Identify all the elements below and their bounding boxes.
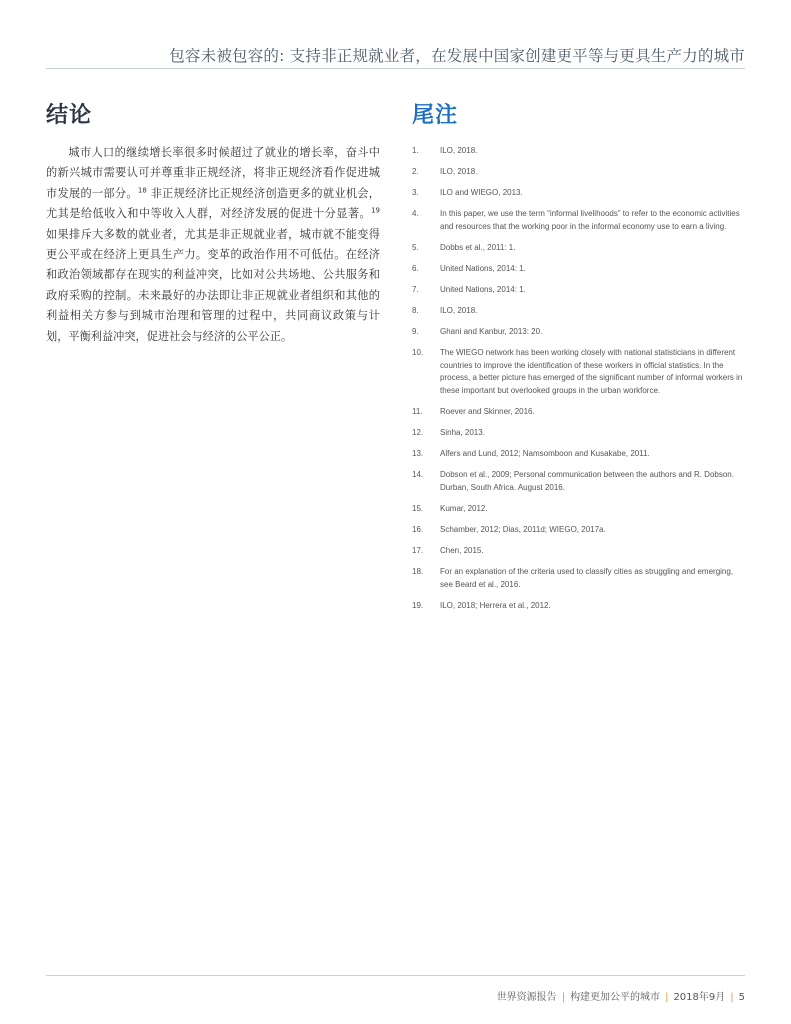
endnote-item — [412, 242, 748, 255]
endnote-item — [412, 566, 748, 591]
running-header-title: 包容未被包容的: 支持非正规就业者，在发展中国家创建更平等与更具生产力的城市 — [169, 47, 745, 65]
endnote-text: ILO, 2018. — [440, 306, 478, 316]
endnote-text: United Nations, 2014: 1. — [440, 263, 526, 273]
endnotes-list — [412, 145, 748, 612]
endnote-text: Ghani and Kanbur, 2013: 20. — [440, 327, 543, 337]
paragraph-text-run: 非正规经济比正规经济创造更多的就业机会，尤其是给低收入和中等收入人群，对经济发展的促进十分显著。 — [46, 186, 380, 221]
endnote-text: In this paper, we use the term “informal livelihoods” to refer to the economic activities and resources that the working poor in the informal economy use to earn a living. — [440, 209, 740, 231]
endnote-item — [412, 347, 748, 397]
endnote-item — [412, 545, 748, 558]
endnote-number: 17. — [412, 546, 424, 555]
endnote-text: Sinha, 2013. — [440, 428, 485, 438]
footer-report-name: 世界资源报告 — [496, 992, 557, 1003]
endnote-number: 3. — [412, 188, 419, 198]
endnote-item — [412, 208, 748, 233]
endnote-number: 14. — [412, 470, 424, 480]
endnote-item — [412, 263, 748, 276]
page-number: 5 — [738, 992, 745, 1003]
footer-separator: | — [730, 992, 734, 1003]
endnote-item — [412, 326, 748, 339]
endnote-item — [412, 448, 748, 461]
endnotes-section — [412, 98, 748, 621]
endnote-number: 19. — [412, 600, 424, 610]
endnote-number: 6. — [412, 263, 419, 273]
endnote-item — [412, 284, 748, 297]
endnote-number: 11. — [412, 406, 423, 416]
conclusion-heading: 结论 — [46, 103, 93, 128]
endnote-item — [412, 166, 748, 179]
endnote-text: ILO, 2018; Herrera et al., 2012. — [440, 600, 551, 610]
endnote-text: ILO, 2018. — [440, 167, 478, 177]
endnote-number: 13. — [412, 449, 424, 459]
footnote-reference: 19 — [371, 206, 380, 215]
endnote-number: 7. — [412, 285, 419, 295]
endnote-text: ILO, 2018. — [440, 146, 478, 155]
endnote-number: 5. — [412, 242, 419, 252]
conclusion-section — [46, 98, 380, 347]
endnote-item — [412, 305, 748, 318]
endnote-text: United Nations, 2014: 1. — [440, 285, 526, 295]
endnote-text: Alfers and Lund, 2012; Namsomboon and Kusakabe, 2011. — [440, 449, 650, 459]
endnote-number: 4. — [412, 209, 419, 219]
footer-divider — [46, 975, 745, 976]
footer-separator: | — [665, 992, 669, 1003]
endnote-item — [412, 600, 748, 613]
page-footer — [497, 988, 745, 1003]
endnote-item — [412, 406, 748, 419]
endnote-text: For an explanation of the criteria used to classify cities as struggling and emerging, see Beard et al., 2016. — [440, 567, 734, 589]
header-divider — [46, 68, 745, 69]
endnote-item — [412, 427, 748, 440]
endnote-text: Dobson et al., 2009; Personal communication between the authors and R. Dobson. Durban, South Africa. August 2016. — [440, 470, 734, 492]
endnote-item — [412, 503, 748, 516]
endnote-number: 18. — [412, 567, 424, 577]
endnote-text: Dobbs et al., 2011: 1. — [440, 242, 516, 252]
endnote-item — [412, 145, 748, 158]
paragraph-text-run: 如果排斥大多数的就业者，尤其是非正规就业者，城市就不能变得更公平或在经济上更具生产力。变革的政治作用不可低估。在经济和政治领域都存在现实的利益冲突，比如对公共场地、公共服务和政府采购的控制。未来最好的办法即让非正规就业者组织和其他的利益相关方参与到城市治理和管理的过程中，共同商议政策与计划，平衡利益冲突，促进社会与经济的公平公正。 — [46, 227, 380, 343]
endnote-text: The WIEGO network has been working closely with national statisticians in different countries to improve the identification of these workers in official statistics. In the process, a better picture has emerged of the significant number of informal workers in these important but overlooked groups in the urban workforce. — [440, 348, 743, 395]
endnote-number: 9. — [412, 327, 419, 337]
endnote-text: ILO and WIEGO, 2013. — [440, 188, 523, 198]
endnotes-heading: 尾注 — [412, 103, 459, 128]
conclusion-paragraph — [46, 143, 380, 347]
endnote-text: Roever and Skinner, 2016. — [440, 406, 535, 416]
footnote-reference: 18 — [137, 186, 147, 195]
endnote-number: 8. — [412, 306, 419, 316]
endnote-text: Schamber, 2012; Dias, 2011d; WIEGO, 2017a. — [440, 524, 606, 534]
paragraph-text-run: 城市人口的继续增长率很多时候超过了就业的增长率，奋斗中的新兴城市需要认可并尊重非正规经济，将非正规经济看作促进城市发展的一部分。 — [46, 146, 380, 200]
endnote-item — [412, 187, 748, 200]
endnote-number: 12. — [412, 428, 424, 438]
endnote-item — [412, 524, 748, 537]
endnote-number: 15. — [412, 503, 424, 513]
endnote-number: 16. — [412, 524, 424, 534]
endnote-item — [412, 469, 748, 494]
endnote-number: 10. — [412, 348, 424, 358]
footer-date: 2018年9月 — [673, 992, 726, 1003]
endnote-number: 1. — [412, 146, 419, 155]
endnote-text: Kumar, 2012. — [440, 503, 488, 513]
endnote-number: 2. — [412, 167, 419, 177]
footer-separator: | — [561, 992, 566, 1003]
footer-series-name: 构建更加公平的城市 — [570, 992, 661, 1003]
endnote-text: Chen, 2015. — [440, 546, 484, 555]
page-header — [0, 0, 791, 68]
